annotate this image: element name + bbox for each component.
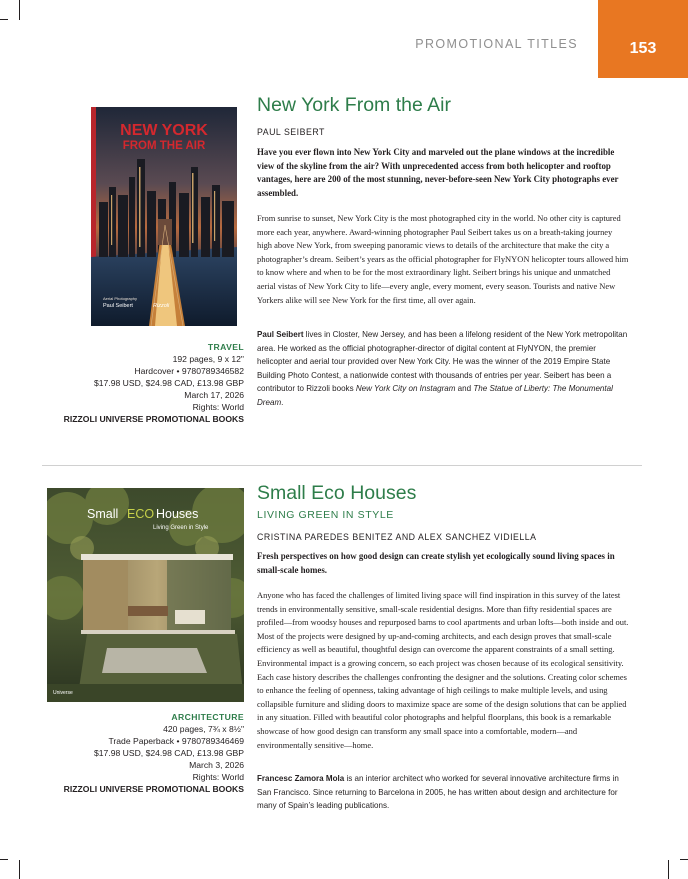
- cover-title-line1: NEW YORK: [120, 122, 208, 139]
- cover-title-small: Small: [87, 507, 119, 521]
- book-description: Anyone who has faced the challenges of limited living space will find inspiration in this survey of the latest trends in environmentally sensitive, small-scale residential designs. More than fifty residential spaces are profiled—from woodsy houses and repurposed barns to cool apartments and urban lofts—both inside and out. Most of the projects were designed by up-and-coming architects, and each design proves that small-scale efficiency as well as beautiful, thoughtful design can overcome the apparent constraints of a small setting. Environmental impact is a growing concern, so each project was chosen because of its ecological sensitivity. Each case history describes the challenges confronting the designer and the solutions. Creating color schemes to enhance the feeling of openness, taking advantage of high ceilings to make multiple levels, and using collapsible furniture and sliding doors to maximize space are some of the design solutions that can be applied in any situation. Filled with beautiful color photographs and helpful floorplans, this book is a remarkable showcase of how good design can transform any small space into a comfortable, modern—and environmentally sensitive—home.: [257, 590, 629, 750]
- publisher-imprint: RIZZOLI UNIVERSE PROMOTIONAL BOOKS: [63, 784, 244, 794]
- book-meta-new-york: [40, 341, 244, 425]
- bio-book-title-2: The Statue of Liberty: The Monumental Dream: [257, 384, 613, 407]
- category-label: TRAVEL: [207, 342, 244, 352]
- book-title: New York From the Air: [257, 94, 451, 116]
- section-divider: [42, 465, 642, 466]
- book-lead: Fresh perspectives on how good design can create stylish yet ecologically sound living spaces in small-scale homes.: [257, 551, 615, 575]
- bio-text: lives in Closter, New Jersey, and has been a lifelong resident of the New York metropolitan area. He worked as the official photographer-director of digital content at FlyNYON, the premier helicopter and aerial tour provided over New York City. He was the winner of the 2019 Empire State Building Photo Contest, a nationwide contest with thousands of entries per year. Seibert has been a contributor to Rizzoli books: [257, 330, 628, 394]
- crop-mark-bottom-right: [668, 860, 669, 879]
- cover-title-line2: FROM THE AIR: [122, 140, 206, 152]
- cover-publisher: Rizzoli: [153, 303, 170, 309]
- cover-author-name: Paul Seibert: [103, 303, 133, 309]
- crop-mark-bottom-left-h: [0, 859, 8, 860]
- crop-mark-top-left: [19, 0, 20, 20]
- publisher-imprint: RIZZOLI UNIVERSE PROMOTIONAL BOOKS: [63, 414, 244, 424]
- bio-book-title-1: New York City on Instagram: [355, 384, 456, 394]
- cover-publisher: Universe: [53, 690, 73, 696]
- new-york-cover-image: [91, 107, 237, 326]
- pub-date: March 17, 2026: [184, 390, 244, 400]
- crop-mark-bottom-right-h: [680, 859, 688, 860]
- cover-tagline: Living Green in Style: [153, 525, 209, 531]
- bio-author-name: Francesc Zamora Mola: [257, 774, 345, 783]
- bio-and: and: [455, 384, 474, 394]
- crop-mark-bottom-left: [19, 860, 20, 879]
- crop-mark-top-left-h: [0, 19, 8, 20]
- rights: Rights: World: [192, 402, 244, 412]
- bio-text: is an interior architect who worked for several innovative architecture firms in San Francisco. Since returning to Barcelona in 2005, he has written about design and architecture for many of Spain’s leading publications.: [257, 774, 619, 811]
- book-lead: Have you ever flown into New York City and marveled out the plane windows at the incredible view of the skyline from the air? With unprecedented access from both helicopter and rooftop vantages, here are 200 of the most stunning, never-before-seen New York City photographs ever assembled.: [257, 147, 619, 198]
- format-isbn: Trade Paperback • 9780789346469: [108, 736, 244, 746]
- small-eco-houses-cover-image: [47, 488, 244, 702]
- cover-title-eco: ECO: [127, 507, 155, 521]
- bio-end: .: [281, 397, 284, 407]
- book-subtitle: LIVING GREEN IN STYLE: [257, 509, 394, 521]
- pub-date: March 3, 2026: [189, 760, 244, 770]
- book-cover-small-eco-houses: [47, 488, 244, 702]
- author-bio: [257, 772, 629, 813]
- page-number: 153: [629, 40, 657, 57]
- category-label: ARCHITECTURE: [171, 712, 244, 722]
- book-author: CRISTINA PAREDES BENITEZ AND ALEX SANCHEZ VIDIELLA: [257, 532, 537, 542]
- book-author: PAUL SEIBERT: [257, 127, 325, 137]
- book-description: From sunrise to sunset, New York City is the most photographed city in the world. No other city is captured more each year, anywhere. Award-winning photographer Paul Seibert takes us on a breath-taking journey high above New York, from sweeping panoramic views to details of the architecture that make the city a photographer’s dream. Seibert’s years as the official photographer for FlyNYON helicopter tours allowed him to know where and when to be for the most extraordinary light. Seibert brings his unique and unmatched aerial vistas of New York City to life—every angle, every moment, every season. Tourists and native New Yorkers alike will see New York for the first time, all over again.: [257, 213, 629, 305]
- page-count: 192 pages, 9 x 12": [172, 354, 244, 364]
- author-bio: [257, 328, 629, 410]
- format-isbn: Hardcover • 9780789346582: [134, 366, 244, 376]
- price: $17.98 USD, $24.98 CAD, £13.98 GBP: [93, 748, 244, 758]
- book-title: Small Eco Houses: [257, 482, 417, 504]
- cover-author-caption: Aerial Photography: [103, 296, 138, 301]
- cover-title-houses: Houses: [156, 507, 199, 521]
- section-header: PROMOTIONAL TITLES: [415, 37, 578, 51]
- rights: Rights: World: [192, 772, 244, 782]
- book-cover-new-york: [91, 107, 237, 326]
- price: $17.98 USD, $24.98 CAD, £13.98 GBP: [93, 378, 244, 388]
- page-count: 420 pages, 7¾ x 8½": [163, 724, 244, 734]
- page-number-box: [598, 0, 688, 78]
- bio-author-name: Paul Seibert: [257, 330, 304, 339]
- book-meta-small-eco-houses: [40, 711, 244, 795]
